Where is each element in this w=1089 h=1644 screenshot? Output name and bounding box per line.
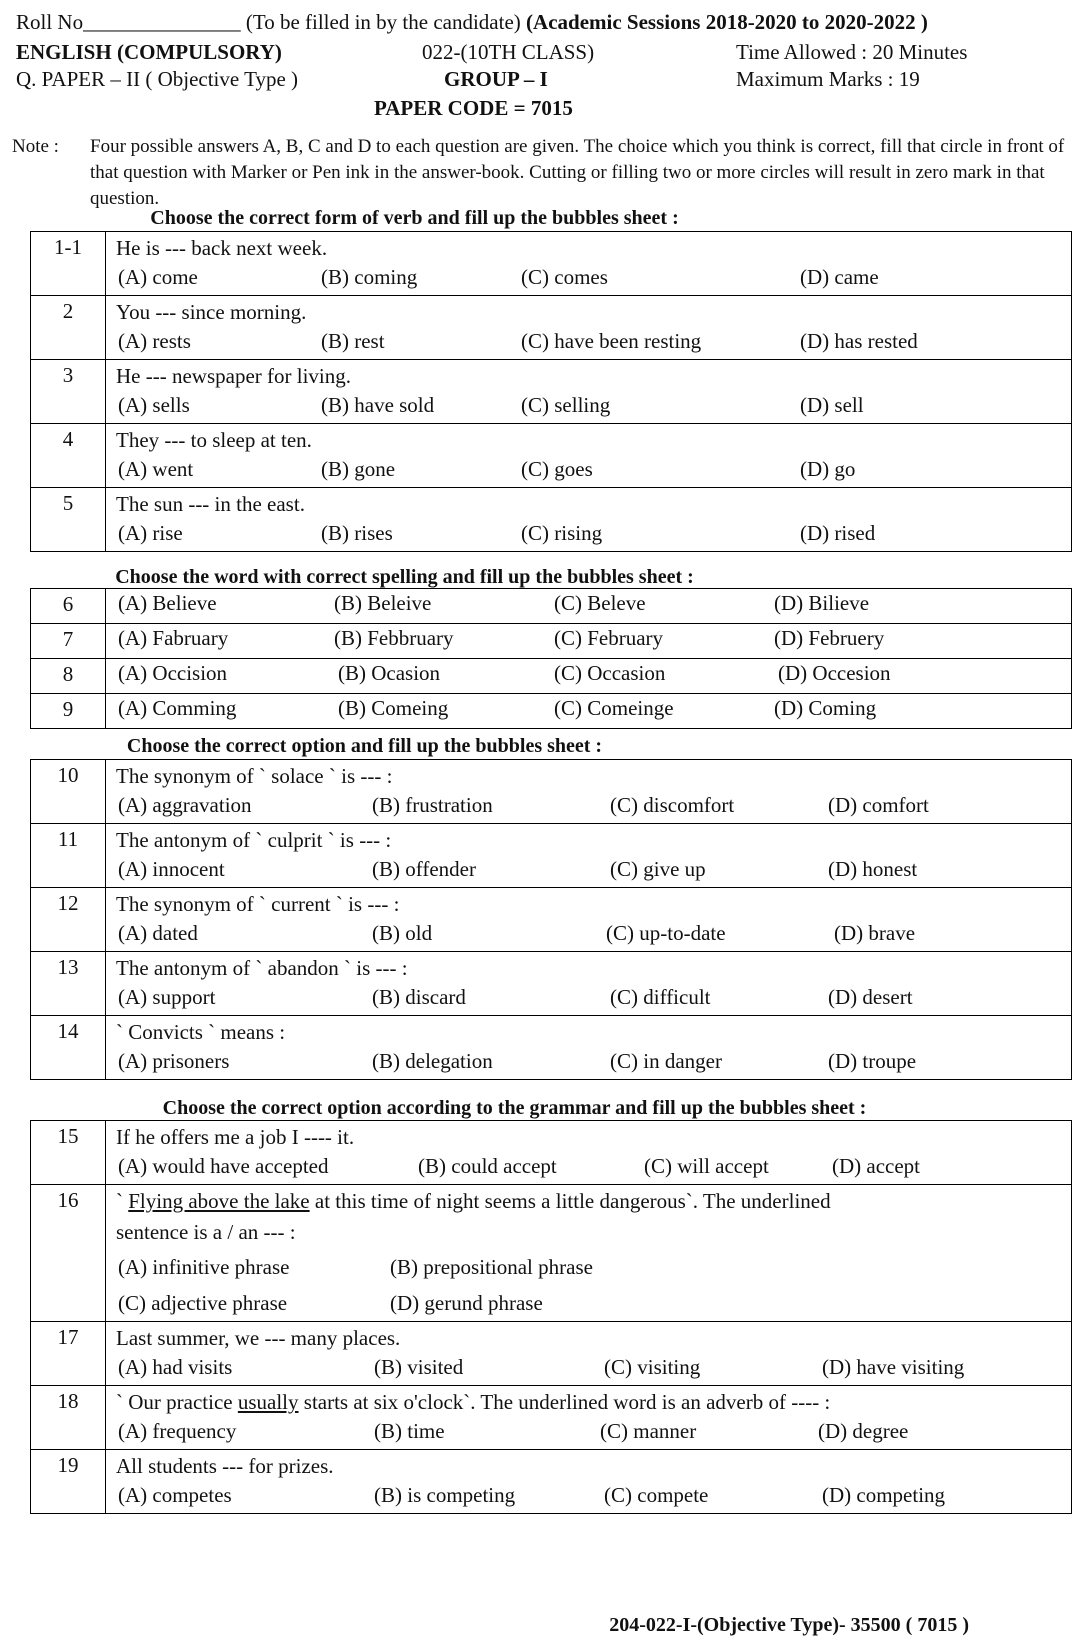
- question-row: [31, 1185, 1072, 1322]
- option-d[interactable]: (D) go: [800, 457, 856, 481]
- question-number: 10: [31, 760, 106, 824]
- option-a[interactable]: (A) innocent: [118, 857, 225, 881]
- question-row: [31, 1322, 1072, 1386]
- option-c[interactable]: (C) have been resting: [521, 329, 702, 353]
- question-row: [31, 360, 1072, 424]
- option-d[interactable]: (D) Occesion: [778, 661, 891, 685]
- option-b[interactable]: (B) gone: [321, 457, 396, 481]
- option-d[interactable]: (D) sell: [800, 393, 864, 417]
- note-text: Four possible answers A, B, C and D to each question are given. The choice which you think is correct, fill that circle in front of that question with Marker or Pen ink in the answer-book. Cutting or filling two or more circles will result in zero mark in that question.: [90, 136, 1065, 209]
- option-d[interactable]: (D) degree: [818, 1419, 909, 1443]
- option-d[interactable]: (D) troupe: [828, 1049, 917, 1073]
- note-label: Note :: [12, 136, 59, 157]
- question-number: 8: [31, 659, 106, 694]
- option-b[interactable]: (B) rest: [321, 329, 385, 353]
- option-a[interactable]: (A) support: [118, 985, 216, 1009]
- option-b[interactable]: (B) prepositional phrase: [390, 1255, 593, 1279]
- option-c[interactable]: (C) Beleve: [554, 591, 646, 615]
- option-b[interactable]: (B) visited: [374, 1355, 464, 1379]
- option-c[interactable]: (C) comes: [521, 265, 608, 289]
- question-number: 17: [31, 1322, 106, 1386]
- option-a[interactable]: (A) dated: [118, 921, 198, 945]
- group-label: GROUP – I: [444, 67, 548, 91]
- option-a[interactable]: (A) prisoners: [118, 1049, 230, 1073]
- option-c[interactable]: (C) selling: [521, 393, 611, 417]
- vocabulary-questions-table: [30, 759, 1072, 1080]
- question-stem: All students --- for prizes.: [116, 1454, 334, 1478]
- option-b[interactable]: (B) rises: [321, 521, 393, 545]
- option-b[interactable]: (B) Beleive: [334, 591, 432, 615]
- paper-type: Q. PAPER – II ( Objective Type ): [16, 67, 299, 91]
- option-b[interactable]: (B) coming: [321, 265, 418, 289]
- question-number: 12: [31, 888, 106, 952]
- subject-title: ENGLISH (COMPULSORY): [16, 40, 282, 64]
- option-d[interactable]: (D) desert: [828, 985, 913, 1009]
- option-a[interactable]: (A) Occision: [118, 661, 228, 685]
- option-b[interactable]: (B) Comeing: [338, 696, 449, 720]
- option-a[interactable]: (A) had visits: [118, 1355, 233, 1379]
- question-stem: He is --- back next week.: [116, 236, 328, 260]
- paper-footer-code: 204-022-I-(Objective Type)- 35500 ( 7015 ): [609, 1614, 969, 1636]
- question-number: 19: [31, 1450, 106, 1514]
- question-row: [31, 589, 1072, 624]
- question-stem: He --- newspaper for living.: [116, 364, 351, 388]
- option-b[interactable]: (B) delegation: [372, 1049, 493, 1073]
- question-row: [31, 624, 1072, 659]
- option-a[interactable]: (A) rests: [118, 329, 191, 353]
- option-b[interactable]: (B) frustration: [372, 793, 493, 817]
- question-row: [31, 659, 1072, 694]
- question-stem-continued: sentence is a / an --- :: [116, 1220, 296, 1244]
- option-c[interactable]: (C) compete: [604, 1483, 709, 1507]
- option-c[interactable]: (C) in danger: [610, 1049, 722, 1073]
- option-a[interactable]: (A) frequency: [118, 1419, 237, 1443]
- option-b[interactable]: (B) offender: [372, 857, 476, 881]
- question-row: [31, 952, 1072, 1016]
- question-number: 11: [31, 824, 106, 888]
- underlined-word: usually: [237, 1390, 299, 1414]
- question-row: [31, 694, 1072, 729]
- option-b[interactable]: (B) is competing: [374, 1483, 516, 1507]
- option-d[interactable]: (D) honest: [828, 857, 918, 881]
- question-row: [31, 760, 1072, 824]
- option-a[interactable]: (A) Believe: [118, 591, 217, 615]
- question-number: 16: [31, 1185, 106, 1322]
- verb-questions-table: [30, 231, 1072, 552]
- underlined-phrase: Flying above the lake: [128, 1189, 310, 1213]
- question-row: [31, 1121, 1072, 1185]
- question-number: 1-1: [31, 232, 106, 296]
- time-allowed: Time Allowed : 20 Minutes: [736, 40, 968, 64]
- question-number: 7: [31, 624, 106, 659]
- option-d[interactable]: (D) accept: [832, 1154, 921, 1178]
- option-d[interactable]: (D) Coming: [774, 696, 877, 720]
- option-a[interactable]: (A) infinitive phrase: [118, 1255, 290, 1279]
- option-a[interactable]: (A) competes: [118, 1483, 232, 1507]
- option-c[interactable]: (C) adjective phrase: [118, 1291, 288, 1315]
- option-d[interactable]: (D) Februery: [774, 626, 885, 650]
- option-d[interactable]: (D) have visiting: [822, 1355, 965, 1379]
- paper-code: PAPER CODE = 7015: [374, 96, 573, 120]
- question-number: 15: [31, 1121, 106, 1185]
- option-a[interactable]: (A) would have accepted: [118, 1154, 329, 1178]
- roll-number-field: Roll No_______________ (To be filled in by the candidate) (Academic Sessions 2018-2020 to 2020-2022 ): [16, 10, 928, 34]
- option-a[interactable]: (A) Comming: [118, 696, 237, 720]
- option-b[interactable]: (B) have sold: [321, 393, 435, 417]
- grammar-questions-table: [30, 1120, 1072, 1514]
- question-stem: The antonym of ` culprit ` is --- :: [116, 828, 392, 852]
- option-d[interactable]: (D) came: [800, 265, 879, 289]
- question-stem: ` Convicts ` means :: [116, 1020, 286, 1044]
- option-d[interactable]: (D) brave: [834, 921, 916, 945]
- question-row: [31, 296, 1072, 360]
- question-number: 4: [31, 424, 106, 488]
- option-b[interactable]: (B) time: [374, 1419, 445, 1443]
- question-stem: If he offers me a job I ---- it.: [116, 1125, 355, 1149]
- option-c[interactable]: (C) rising: [521, 521, 603, 545]
- maximum-marks: Maximum Marks : 19: [736, 67, 920, 91]
- option-b[interactable]: (B) Febbruary: [334, 626, 454, 650]
- option-a[interactable]: (A) rise: [118, 521, 183, 545]
- option-c[interactable]: (C) manner: [600, 1419, 697, 1443]
- question-stem: The antonym of ` abandon ` is --- :: [116, 956, 408, 980]
- question-number: 2: [31, 296, 106, 360]
- option-a[interactable]: (A) went: [118, 457, 194, 481]
- section-heading-vocabulary: Choose the correct option and fill up the bubbles sheet :: [126, 735, 603, 757]
- question-stem: The sun --- in the east.: [116, 492, 305, 516]
- option-c[interactable]: (C) will accept: [644, 1154, 769, 1178]
- option-a[interactable]: (A) come: [118, 265, 198, 289]
- question-stem: ` Flying above the lake at this time of night seems a little dangerous`. The underlined: [116, 1189, 831, 1213]
- option-d[interactable]: (D) comfort: [828, 793, 929, 817]
- option-d[interactable]: (D) Bilieve: [774, 591, 870, 615]
- option-c[interactable]: (C) difficult: [610, 985, 711, 1009]
- option-b[interactable]: (B) discard: [372, 985, 466, 1009]
- class-code: 022-(10TH CLASS): [422, 40, 595, 64]
- question-number: 5: [31, 488, 106, 552]
- section-heading-spelling: Choose the word with correct spelling and fill up the bubbles sheet :: [115, 566, 694, 588]
- spelling-questions-table: [30, 588, 1072, 729]
- question-row: [31, 488, 1072, 552]
- question-number: 9: [31, 694, 106, 729]
- question-stem: The synonym of ` current ` is --- :: [116, 892, 400, 916]
- question-stem: They --- to sleep at ten.: [116, 428, 312, 452]
- option-c[interactable]: (C) Comeinge: [554, 696, 674, 720]
- option-c[interactable]: (C) February: [554, 626, 664, 650]
- option-c[interactable]: (C) discomfort: [610, 793, 735, 817]
- question-stem: Last summer, we --- many places.: [116, 1326, 401, 1350]
- option-b[interactable]: (B) Ocasion: [338, 661, 441, 685]
- question-stem: ` Our practice usually starts at six o'clock`. The underlined word is an adverb of ---- :: [116, 1390, 831, 1414]
- section-heading-verbs: Choose the correct form of verb and fill up the bubbles sheet :: [150, 207, 679, 229]
- option-c[interactable]: (C) goes: [521, 457, 593, 481]
- question-number: 18: [31, 1386, 106, 1450]
- question-number: 3: [31, 360, 106, 424]
- option-b[interactable]: (B) old: [372, 921, 433, 945]
- option-c[interactable]: (C) up-to-date: [606, 921, 726, 945]
- question-row: [31, 824, 1072, 888]
- question-row: [31, 888, 1072, 952]
- section-heading-grammar: Choose the correct option according to the grammar and fill up the bubbles sheet :: [162, 1097, 867, 1119]
- option-a[interactable]: (A) sells: [118, 393, 190, 417]
- option-c[interactable]: (C) Occasion: [554, 661, 666, 685]
- question-row: [31, 1386, 1072, 1450]
- option-d[interactable]: (D) competing: [822, 1483, 946, 1507]
- option-c[interactable]: (C) visiting: [604, 1355, 701, 1379]
- option-b[interactable]: (B) could accept: [418, 1154, 557, 1178]
- question-number: 6: [31, 589, 106, 624]
- question-stem: The synonym of ` solace ` is --- :: [116, 764, 393, 788]
- question-row: [31, 1450, 1072, 1514]
- option-d[interactable]: (D) rised: [800, 521, 876, 545]
- question-stem: You --- since morning.: [116, 300, 307, 324]
- question-number: 14: [31, 1016, 106, 1080]
- question-number: 13: [31, 952, 106, 1016]
- question-row: [31, 424, 1072, 488]
- option-a[interactable]: (A) aggravation: [118, 793, 252, 817]
- option-d[interactable]: (D) has rested: [800, 329, 918, 353]
- option-c[interactable]: (C) give up: [610, 857, 706, 881]
- option-d[interactable]: (D) gerund phrase: [390, 1291, 543, 1315]
- question-row: [31, 232, 1072, 296]
- question-row: [31, 1016, 1072, 1080]
- option-a[interactable]: (A) Fabruary: [118, 626, 229, 650]
